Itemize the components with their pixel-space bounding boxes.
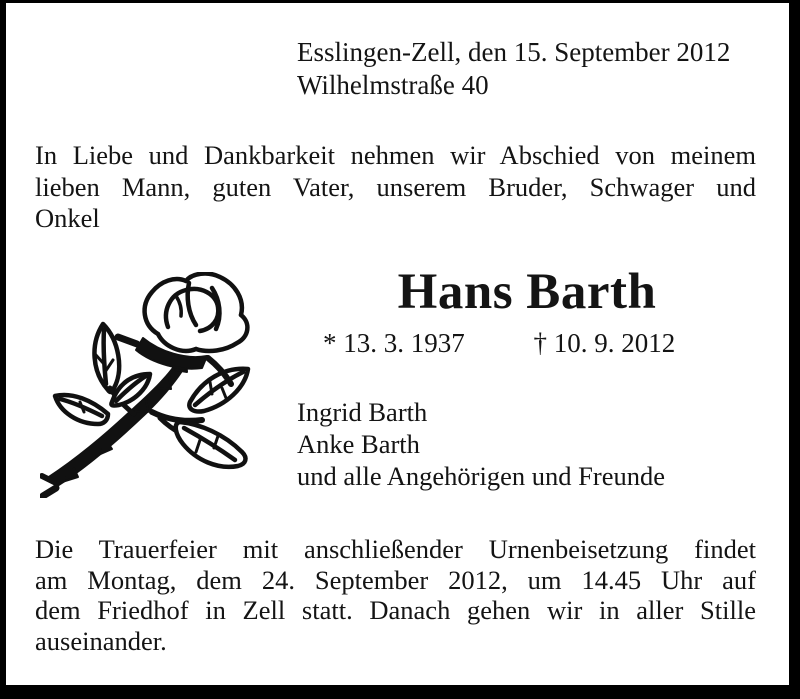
death-date: † 10. 9. 2012 <box>533 328 676 358</box>
mourner-line: und alle Angehörigen und Freunde <box>297 461 665 491</box>
deceased-name: Hans Barth <box>397 264 657 320</box>
dateline <box>297 36 730 102</box>
rose-icon <box>40 272 262 498</box>
funeral-line: Die Trauerfeier mit anschließender Urnenbeisetzung findet <box>35 534 756 564</box>
intro-line: Onkel <box>35 203 100 233</box>
funeral-line: auseinander. <box>35 625 167 656</box>
birth-date: * 13. 3. 1937 <box>323 328 465 358</box>
intro-line: In Liebe und Dankbarkeit nehmen wir Abschied von meinem <box>35 140 756 170</box>
dateline-place-date: Esslingen-Zell, den 15. September 2012 <box>297 37 731 67</box>
mourners-list <box>297 396 665 492</box>
mourner-line: Ingrid Barth <box>297 397 428 427</box>
funeral-line: dem Friedhof in Zell statt. Danach gehen wir in aller Stille <box>35 595 756 626</box>
life-dates <box>297 327 757 359</box>
dateline-street: Wilhelmstraße 40 <box>297 70 489 100</box>
intro-line: lieben Mann, guten Vater, unserem Bruder, Schwager und <box>35 171 756 202</box>
mourner-line: Anke Barth <box>297 429 420 459</box>
intro-paragraph <box>35 140 756 235</box>
funeral-paragraph <box>35 534 756 656</box>
funeral-line: am Montag, dem 24. September 2012, um 14.45 Uhr auf <box>35 564 756 595</box>
